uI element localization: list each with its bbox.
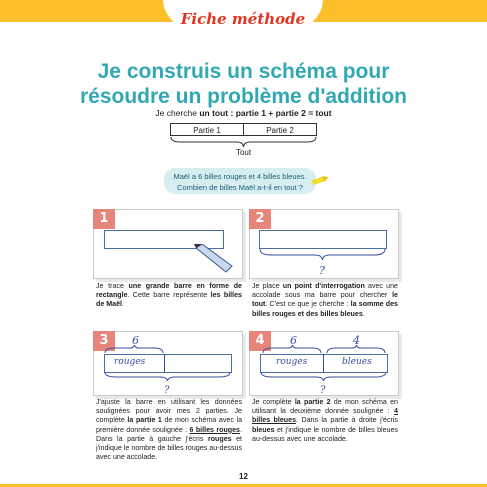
page-title-line1: Je construis un schéma pour <box>97 60 390 83</box>
step3-text-4: et j'indique le nombre de billes rouges au-dessus avec une accolade. <box>96 434 243 462</box>
formula-prefix: Je cherche <box>155 108 200 118</box>
step3-text <box>96 398 242 462</box>
step4-top-brace-2 <box>326 334 386 354</box>
step4-bottom-brace <box>260 372 387 394</box>
header-tab-label: Fiche méthode <box>180 10 306 28</box>
step2-panel <box>249 209 399 279</box>
step4-text-4: et j'indique le nombre de billes bleues au-dessus avec une accolade. <box>252 425 398 443</box>
svg-text:?: ? <box>319 264 325 277</box>
step4-bold-1: la partie 2 <box>294 398 331 406</box>
step1-bold-2: les billes de Maël <box>96 291 242 309</box>
scheme-total: Tout <box>235 148 252 157</box>
step4-bold-2: 4 billes bleues <box>252 407 398 425</box>
step3-top-brace <box>104 334 164 354</box>
step4-hand-label2: bleues <box>342 357 372 367</box>
page-title <box>0 59 487 109</box>
step4-panel <box>249 331 399 396</box>
problem-line1: Maël a 6 billes rouges et 4 billes bleues. <box>173 172 307 181</box>
step4-text <box>252 398 398 444</box>
step3-badge: 3 <box>93 331 115 351</box>
svg-text:?: ? <box>320 385 326 394</box>
step2-text-1: Je place <box>252 282 283 290</box>
pencil-icon <box>194 244 234 274</box>
formula <box>0 108 487 118</box>
step4-badge: 4 <box>249 331 271 351</box>
step2-text-3: . C'est ce que je cherche : <box>265 300 351 309</box>
step2-text-4: . <box>362 309 365 318</box>
step4-hand-number2: 4 <box>353 334 360 347</box>
scheme-brace <box>170 137 317 147</box>
scheme-part1: Partie 1 <box>170 123 244 136</box>
scheme-bar <box>170 123 317 136</box>
step1-badge: 1 <box>93 209 115 229</box>
step2-bold-3: la somme des billes rouges et des billes bleues <box>252 300 398 318</box>
step4-hand-label1: rouges <box>276 357 308 367</box>
step3-panel <box>93 331 243 396</box>
step3-text-3: . Dans la partie à gauche j'écris <box>96 425 242 443</box>
step3-divider <box>164 354 165 373</box>
step3-text-2: de mon schéma avec la première donnée soulignée : <box>96 416 243 434</box>
highlighter-tip-icon <box>322 174 330 182</box>
step2-brace <box>259 249 386 277</box>
step3-bold-3: rouges <box>207 434 232 443</box>
step1-text-2: . Cette barre représente <box>127 291 211 300</box>
step2-bold-1: un point d'interrogation <box>282 282 365 290</box>
step3-bold-2: 6 billes rouges <box>189 425 241 434</box>
step4-bold-3: bleues <box>252 425 275 434</box>
step3-text-1: J'ajuste la barre en utilisant les données soulignées pour avoir mes 2 parties. Je complète <box>96 398 242 425</box>
step2-bar <box>259 230 387 249</box>
step3-hand-label: rouges <box>114 357 146 367</box>
step1-text-1: Je trace <box>96 282 129 290</box>
step1-text-3: . <box>122 300 125 309</box>
step4-text-2: de mon schéma en utilisant la deuxième donnée soulignée : <box>252 398 399 416</box>
step3-hand-number: 6 <box>132 334 139 347</box>
page-title-line2: résoudre un problème d'addition <box>79 85 408 108</box>
step4-text-1: Je complète <box>252 398 295 406</box>
svg-text:?: ? <box>164 385 170 394</box>
step2-badge: 2 <box>249 209 271 229</box>
step2-bold-2: le tout <box>252 291 398 309</box>
step4-divider <box>323 354 324 373</box>
problem-line2: Combien de billes Maël a-t-il en tout ? <box>177 183 303 192</box>
page-number: 12 <box>239 472 248 481</box>
header-tab <box>163 0 323 44</box>
step3-bold-1: la partie 1 <box>127 416 162 425</box>
step4-hand-number1: 6 <box>290 334 297 347</box>
step1-panel <box>93 209 243 279</box>
scheme-part2: Partie 2 <box>244 123 317 136</box>
step4-text-3: . Dans la partie à droite j'écris <box>296 416 398 425</box>
step1-bold-1: une grande barre en forme de rectangle <box>96 282 242 300</box>
problem-bubble <box>164 168 316 194</box>
step1-text <box>96 282 242 310</box>
formula-strong: un tout : partie 1 + partie 2 = tout <box>199 108 332 118</box>
step2-text <box>252 282 398 319</box>
step2-text-2: avec une accolade sous ma barre pour chercher <box>252 282 398 300</box>
step3-bottom-brace <box>104 372 231 394</box>
step4-top-brace-1 <box>262 334 322 354</box>
